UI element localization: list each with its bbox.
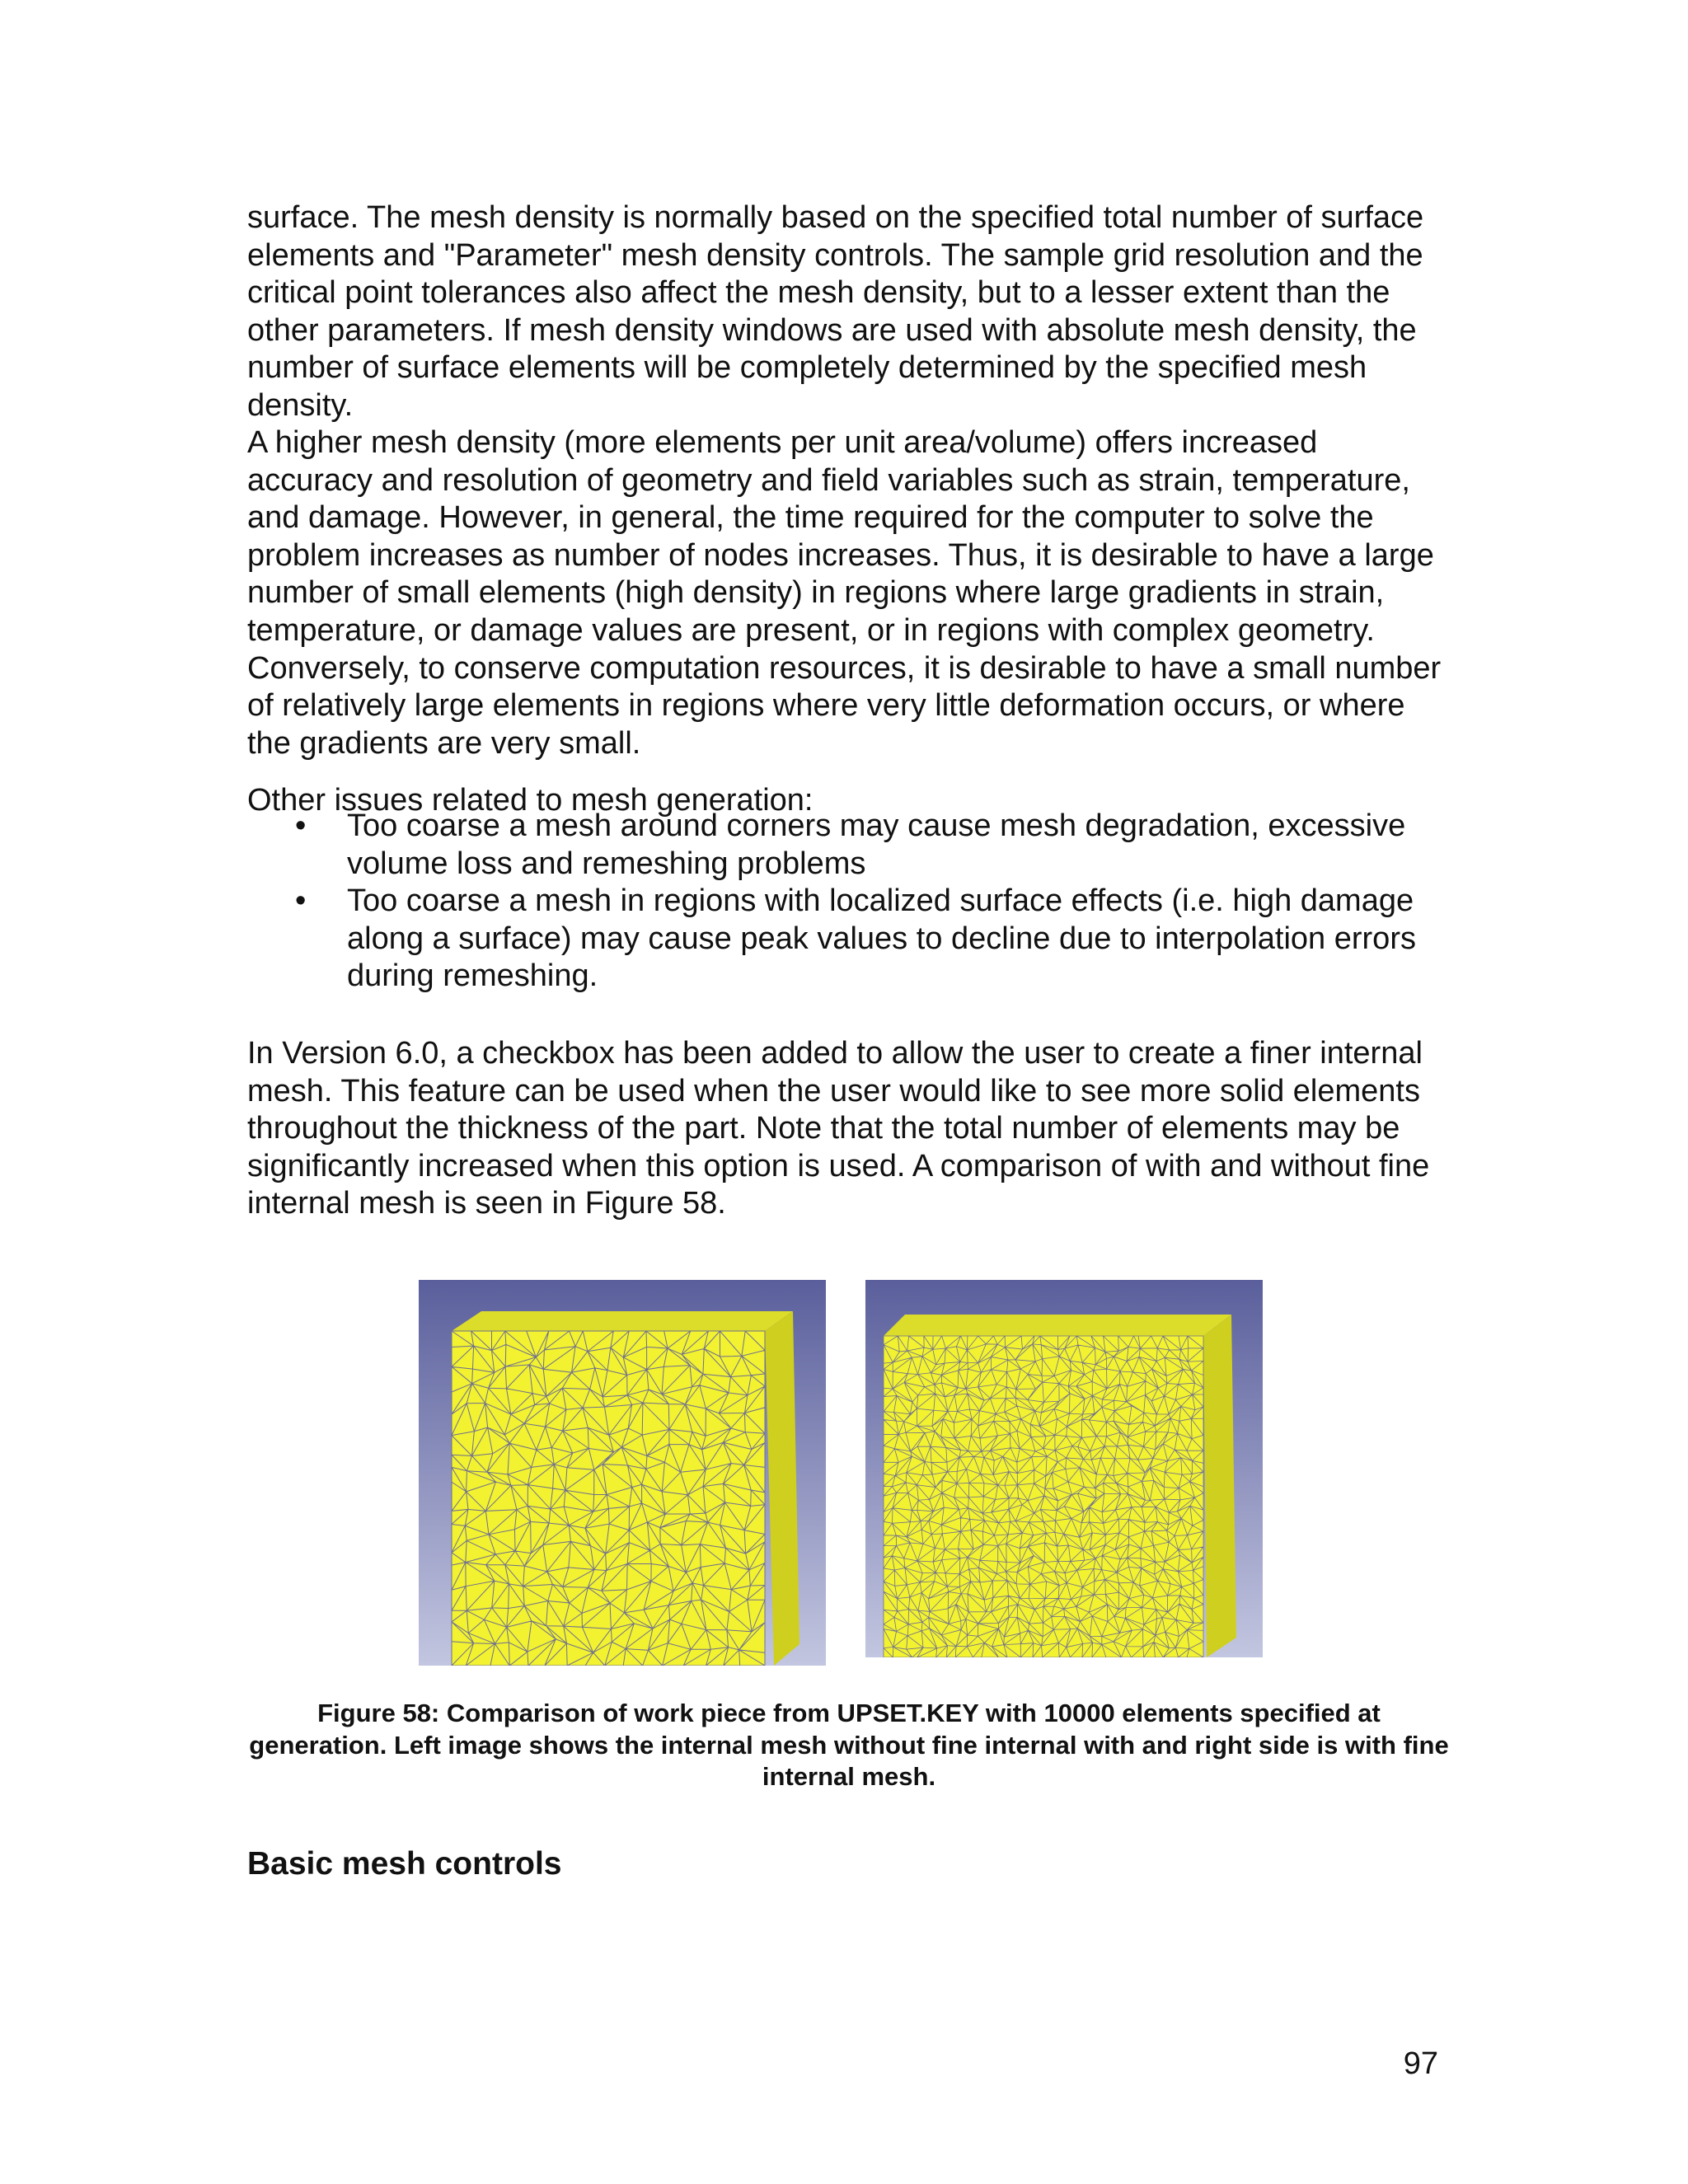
bullet-item [247, 883, 1451, 996]
paragraph-mesh-density: surface. The mesh density is normally based on the specified total number of surface elements and "Parameter" mesh density controls. The sample grid resolution and the critical point tolerances also affect the mesh density, but to a lesser extent than the other parameters. If mesh density windows are used with absolute mesh density, the number of surface elements will be completely determined by the specified mesh density. [247, 200, 1424, 423]
bullet-item [247, 808, 1451, 883]
mesh-block [884, 1315, 1236, 1657]
bullet-text: Too coarse a mesh in regions with localized surface effects (i.e. high damage along a surface) may cause peak values to decline due to interpolation errors during remeshing. [347, 883, 1416, 994]
paragraph-version-6: In Version 6.0, a checkbox has been added to allow the user to create a finer internal mesh. This feature can be used when the user would like to see more solid elements throughout the thickness of the part. Note that the total number of elements may be significantly increased when this option is used. A comparison of with and without fine internal mesh is seen in Figure 58. [247, 1036, 1430, 1221]
page-number: 97 [1403, 2046, 1438, 2081]
mesh-block [452, 1311, 799, 1666]
block-top-face [884, 1315, 1231, 1336]
mesh-image-fine-svg [865, 1280, 1263, 1657]
figure-caption: Figure 58: Comparison of work piece from UPSET.KEY with 10000 elements specified at generation. Left image shows the internal mesh without fine internal with and right side is with fine internal mesh. [249, 1699, 1449, 1791]
bullet-symbol: • [295, 808, 307, 843]
block-top-face [452, 1311, 793, 1331]
block-side-face [1203, 1315, 1236, 1657]
paragraph-other-issues: Other issues related to mesh generation: [247, 783, 814, 818]
mesh-image-coarse-svg [419, 1280, 826, 1666]
mesh-image-fine [865, 1280, 1263, 1657]
issues-bullet-list [247, 808, 1451, 996]
bullet-symbol: • [295, 883, 307, 919]
bullet-text: Too coarse a mesh around corners may cause mesh degradation, excessive volume loss and remeshing problems [347, 808, 1406, 881]
mesh-image-coarse [419, 1280, 826, 1666]
section-heading: Basic mesh controls [247, 1846, 562, 1882]
paragraph-higher-mesh-density: A higher mesh density (more elements per unit area/volume) offers increased accuracy and resolution of geometry and field variables such as strain, temperature, and damage. However, in general, the time required for the computer to solve the problem increases as number of nodes increases. Thus, it is desirable to have a large number of small elements (high density) in regions where large gradients in strain, temperature, or damage values are present, or in regions with complex geometry. Conversely, to conserve computation resources, it is desirable to have a small number of relatively large elements in regions where very little deformation occurs, or where the gradients are very small. [247, 425, 1442, 761]
